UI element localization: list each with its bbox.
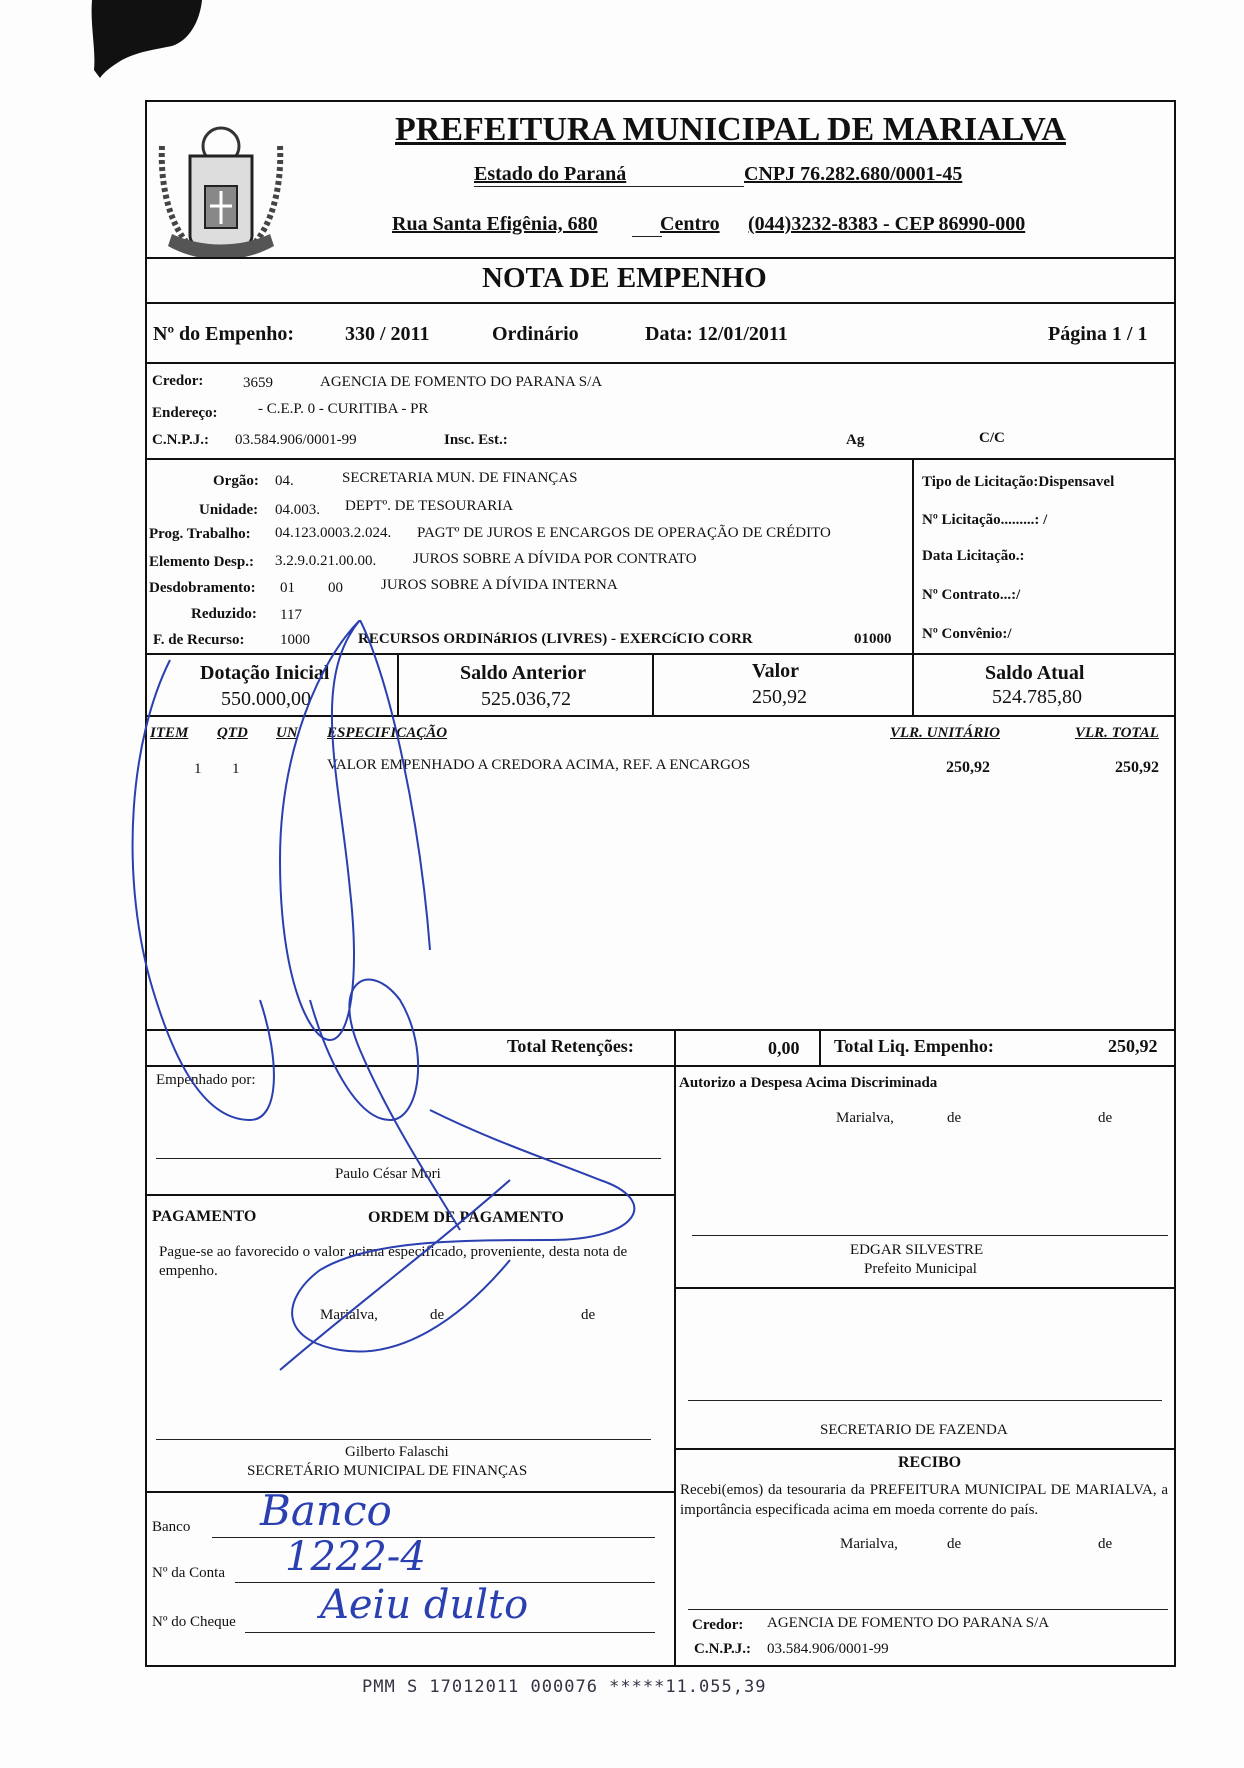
street-address: Rua Santa Efigênia, 680	[392, 213, 598, 235]
dotacao-label: Dotação Inicial	[200, 662, 330, 684]
col-item: ITEM	[150, 725, 189, 741]
empenhado-signer: Paulo César Mori	[335, 1166, 441, 1182]
elemento-name: JUROS SOBRE A DÍVIDA POR CONTRATO	[413, 551, 697, 567]
prefeito-name: EDGAR SILVESTRE	[850, 1242, 984, 1258]
saldo-anterior-label: Saldo Anterior	[460, 662, 587, 684]
insc-est-label: Insc. Est.:	[444, 432, 508, 448]
credor-code: 3659	[243, 375, 273, 391]
col-un: UN	[276, 725, 298, 741]
elemento-label: Elemento Desp.:	[149, 554, 254, 570]
secretario-fazenda: SECRETARIO DE FAZENDA	[820, 1422, 1008, 1438]
pague-se-text: Pague-se ao favorecido o valor acima especificado, proveniente, desta nota de empenho.	[159, 1244, 628, 1279]
address-label: Endereço:	[152, 405, 218, 421]
recibo-cnpj: 03.584.906/0001-99	[767, 1641, 889, 1657]
desdobramento-label: Desdobramento:	[149, 580, 256, 596]
secretary-name: Gilberto Falaschi	[345, 1444, 449, 1460]
tipo-licitacao: Tipo de Licitação:Dispensavel	[922, 474, 1115, 490]
fonte-recurso-code: 1000	[280, 632, 310, 648]
desdobramento-code-2: 00	[328, 580, 343, 596]
autorizo-de-1: de	[947, 1110, 962, 1126]
ordem-city: Marialva,	[320, 1307, 378, 1323]
recibo-credor-label: Credor:	[692, 1617, 744, 1633]
prog-trabalho-name: PAGTº DE JUROS E ENCARGOS DE OPERAÇÃO DE CRÉDITO	[417, 525, 831, 541]
unidade-label: Unidade:	[199, 502, 259, 518]
recibo-label: RECIBO	[898, 1454, 962, 1471]
data-licitacao: Data Licitação.:	[922, 548, 1025, 564]
autorizo-city: Marialva,	[836, 1110, 894, 1126]
handwritten-signature	[130, 620, 690, 1490]
municipality-title: PREFEITURA MUNICIPAL DE MARIALVA	[395, 111, 1066, 148]
saldo-atual-label: Saldo Atual	[985, 662, 1085, 684]
recibo-city: Marialva,	[840, 1536, 898, 1552]
numero-licitacao: Nº Licitação.........: /	[922, 512, 1048, 528]
empenho-number: 330 / 2011	[345, 323, 430, 345]
processing-stamp: PMM S 17012011 000076 *****11.055,39	[362, 1677, 767, 1697]
valor-value: 250,92	[752, 686, 807, 708]
numero-contrato: Nº Contrato...:/	[922, 587, 1021, 603]
fonte-recurso-number: 01000	[854, 631, 892, 647]
row-qtd: 1	[232, 761, 240, 777]
phone-cep: (044)3232-8383 - CEP 86990-000	[748, 213, 1026, 235]
ink-blot	[82, 0, 212, 80]
municipality-cnpj: CNPJ 76.282.680/0001-45	[744, 163, 963, 185]
valor-label: Valor	[752, 660, 800, 682]
prog-trabalho-code: 04.123.0003.2.024.	[275, 525, 392, 541]
row-total-value: 250,92	[1115, 759, 1159, 776]
unidade-code: 04.003.	[275, 502, 320, 518]
prefeito-title: Prefeito Municipal	[864, 1261, 977, 1277]
retencoes-value: 0,00	[768, 1038, 800, 1058]
empenho-number-label: Nº do Empenho:	[153, 323, 295, 345]
document-title: NOTA DE EMPENHO	[482, 262, 767, 294]
district-name: Centro	[660, 213, 720, 235]
elemento-code: 3.2.9.0.21.00.00.	[275, 553, 377, 569]
row-description: VALOR EMPENHADO A CREDORA ACIMA, REF. A ENCARGOS	[327, 757, 751, 773]
desdobramento-code-1: 01	[280, 580, 295, 596]
saldo-atual-value: 524.785,80	[992, 686, 1082, 708]
account-label: C/C	[979, 430, 1005, 446]
dotacao-value: 550.000,00	[221, 688, 311, 710]
recibo-cnpj-label: C.N.P.J.:	[694, 1641, 751, 1657]
col-valor-total: VLR. TOTAL	[1075, 725, 1159, 741]
reduzido-label: Reduzido:	[191, 606, 257, 622]
credor-name: AGENCIA DE FOMENTO DO PARANA S/A	[320, 374, 603, 390]
account-number-label: Nº da Conta	[152, 1565, 225, 1581]
credor-address: - C.E.P. 0 - CURITIBA - PR	[258, 401, 429, 417]
account-number-handwritten: 1222-4	[285, 1534, 426, 1580]
prog-trabalho-label: Prog. Trabalho:	[149, 526, 251, 542]
bank-handwritten: Banco	[260, 1486, 392, 1535]
saldo-anterior-value: 525.036,72	[481, 688, 571, 710]
ordem-de-2: de	[581, 1307, 596, 1323]
orgao-label: Orgão:	[213, 473, 259, 489]
row-unit-value: 250,92	[946, 759, 990, 776]
retencoes-label: Total Retenções:	[507, 1036, 634, 1056]
numero-convenio: Nº Convênio:/	[922, 626, 1012, 642]
total-liquido-label: Total Liq. Empenho:	[834, 1036, 994, 1056]
empenho-date: Data: 12/01/2011	[645, 323, 788, 345]
page-number: Página 1 / 1	[1048, 323, 1148, 345]
coat-of-arms-logo	[150, 106, 292, 258]
agency-label: Ag	[846, 432, 865, 448]
recibo-de-1: de	[947, 1536, 962, 1552]
recibo-de-2: de	[1098, 1536, 1113, 1552]
autorizo-label: Autorizo a Despesa Acima Discriminada	[679, 1075, 938, 1091]
secretary-title: SECRETÁRIO MUNICIPAL DE FINANÇAS	[247, 1463, 528, 1479]
empenho-type: Ordinário	[492, 323, 579, 345]
desdobramento-name: JUROS SOBRE A DÍVIDA INTERNA	[381, 577, 618, 593]
orgao-name: SECRETARIA MUN. DE FINANÇAS	[342, 470, 578, 486]
state-name: Estado do Paraná	[474, 163, 627, 185]
col-qtd: QTD	[217, 725, 248, 741]
reduzido-value: 117	[280, 607, 302, 623]
credor-cnpj: 03.584.906/0001-99	[235, 432, 357, 448]
credor-label: Credor:	[152, 373, 204, 389]
ordem-pagamento-label: ORDEM DE PAGAMENTO	[368, 1209, 564, 1226]
col-especificacao: ESPECIFICAÇÃO	[327, 725, 448, 741]
col-valor-unitario: VLR. UNITÁRIO	[890, 725, 1001, 741]
orgao-code: 04.	[275, 473, 294, 489]
fonte-recurso-label: F. de Recurso:	[153, 632, 245, 648]
autorizo-de-2: de	[1098, 1110, 1113, 1126]
recibo-text: Recebi(emos) da tesouraria da PREFEITURA MUNICIPAL DE MARIALVA, a importância especificada acima em moeda corrente do país.	[680, 1482, 1168, 1518]
recibo-credor-name: AGENCIA DE FOMENTO DO PARANA S/A	[767, 1615, 1050, 1631]
empenhado-label: Empenhado por:	[156, 1072, 256, 1088]
ordem-de-1: de	[430, 1307, 445, 1323]
cheque-number-label: Nº do Cheque	[152, 1614, 236, 1630]
row-item: 1	[194, 761, 202, 777]
cheque-handwritten: Aeiu dulto	[320, 1582, 529, 1628]
unidade-name: DEPTº. DE TESOURARIA	[345, 498, 514, 514]
pagamento-label: PAGAMENTO	[152, 1208, 257, 1225]
cnpj-label: C.N.P.J.:	[152, 432, 209, 448]
fonte-recurso-name: RECURSOS ORDINáRIOS (LIVRES) - EXERCíCIO CORR	[358, 631, 753, 647]
total-liquido-value: 250,92	[1108, 1036, 1158, 1056]
bank-label: Banco	[152, 1519, 191, 1535]
